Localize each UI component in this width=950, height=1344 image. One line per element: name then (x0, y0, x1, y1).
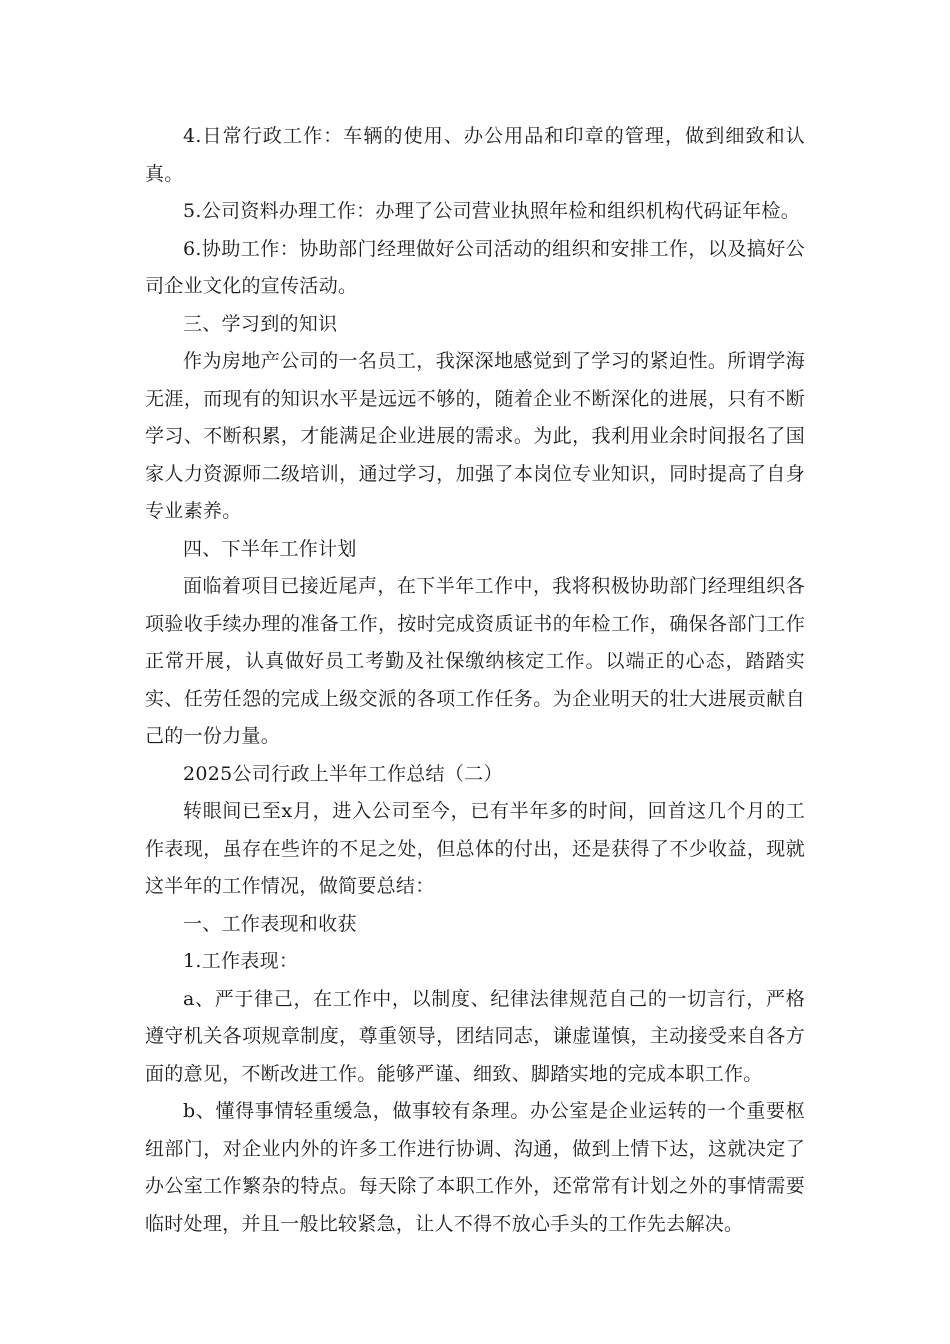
section-heading-3: 三、学习到的知识 (183, 312, 338, 335)
subsection-heading-1: 1.工作表现： (183, 950, 299, 972)
paragraph-plan: 面临着项目已接近尾声，在下半年工作中，我将积极协助部门经理组织各项验收手续办理的准备工作，按时完成资质证书的年检工作，确保各部门工作正常开展，认真做好员工考勤及社保缴纳核定工作。以端正的心态，踏踏实实、任劳任怨的完成上级交派的各项工作任务。为企业明天的壮大进展贡献自己的一份力量。 (145, 575, 805, 747)
paragraph-intro: 转眼间已至x月，进入公司至今，已有半年多的时间，回首这几个月的工作表现，虽存在些许的不足之处，但总体的付出，还是获得了不少收益，现就这半年的工作情况，做简要总结： (145, 800, 805, 897)
paragraph-learning: 作为房地产公司的一名员工，我深深地感觉到了学习的紧迫性。所谓学海无涯，而现有的知识水平是远远不够的，随着企业不断深化的进展，只有不断学习、不断积累，才能满足企业进展的需求。为此，我利用业余时间报名了国家人力资源师二级培训，通过学习，加强了本岗位专业知识，同时提高了自身专业素养。 (145, 350, 805, 522)
section-heading-1: 一、工作表现和收获 (183, 912, 357, 935)
paragraph-item-5: 5.公司资料办理工作：办理了公司营业执照年检和组织机构代码证年检。 (183, 200, 801, 222)
paragraph-item-6: 6.协助工作：协助部门经理做好公司活动的组织和安排工作，以及搞好公司企业文化的宣传活动。 (145, 237, 805, 297)
paragraph-item-b: b、懂得事情轻重缓急，做事较有条理。办公室是企业运转的一个重要枢纽部门，对企业内外的许多工作进行协调、沟通，做到上情下达，这就决定了办公室工作繁杂的特点。每天除了本职工作外，还常常有计划之外的事情需要临时处理，并且一般比较紧急，让人不得不放心手头的工作先去解决。 (145, 1100, 805, 1235)
section-heading-4: 四、下半年工作计划 (183, 537, 357, 560)
document-title-2: 2025公司行政上半年工作总结（二） (183, 762, 503, 785)
paragraph-item-a: a、严于律己，在工作中，以制度、纪律法律规范自己的一切言行，严格遵守机关各项规章制度，尊重领导，团结同志，谦虚谨慎，主动接受来自各方面的意见，不断改进工作。能够严谨、细致、脚踏实地的完成本职工作。 (145, 987, 805, 1085)
paragraph-item-4: 4.日常行政工作：车辆的使用、办公用品和印章的管理，做到细致和认真。 (145, 125, 805, 185)
document-page (145, 118, 805, 1243)
